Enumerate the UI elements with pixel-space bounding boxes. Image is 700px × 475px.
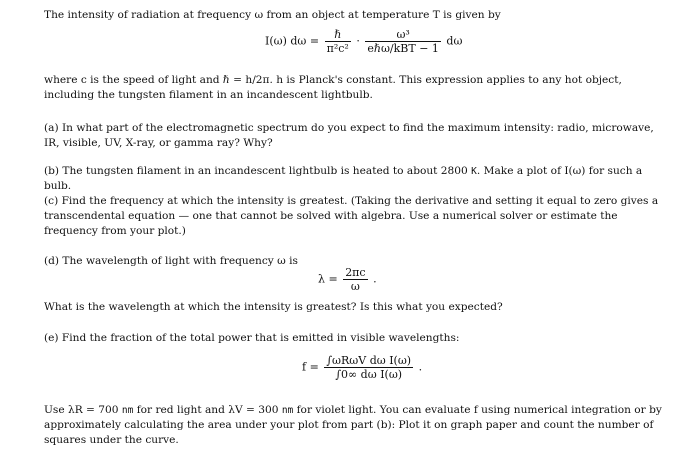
final-t1: Use λR = 700 bbox=[44, 404, 119, 416]
eq3-fraction bbox=[324, 354, 413, 381]
eq2-tail: . bbox=[373, 272, 377, 286]
eq3-tail: . bbox=[418, 360, 423, 374]
eq2-num: 2πc bbox=[345, 266, 366, 279]
eq1-f1-num: ℏ bbox=[325, 28, 351, 42]
explain-text: where c is the speed of light and ℏ = h/2π. h is Planck's constant. This expression applies to any hot object, including the tungsten filament in an incandescent lightbulb. bbox=[44, 74, 622, 101]
eq1-dot: · bbox=[356, 34, 360, 48]
eq1-f2-num: ω³ bbox=[365, 28, 441, 42]
eq2-den: ω bbox=[350, 280, 360, 293]
eq1-f2-den: eℏω/kBT − 1 bbox=[367, 42, 439, 55]
eq2-fraction bbox=[343, 266, 367, 293]
part-d-text: (d) The wavelength of light with frequency ω is bbox=[44, 255, 298, 267]
part-b-post: . Make a plot of I(ω) for such a bulb. bbox=[44, 165, 643, 192]
part-b-pre: (b) The tungsten filament in an incandescent lightbulb is heated to about 2800 bbox=[44, 165, 468, 177]
fraction-equation bbox=[302, 354, 422, 381]
eq3-num: ∫ωRωV dω I(ω) bbox=[326, 354, 412, 367]
part-a-text: (a) In what part of the electromagnetic spectrum do you expect to find the maximum intensity: radio, microwave, IR, visible, UV, X-ray, or gamma ray? Why? bbox=[44, 122, 654, 149]
final-u1: nm bbox=[121, 405, 134, 416]
planck-equation bbox=[265, 28, 462, 55]
eq3-den: ∫0∞ dω I(ω) bbox=[335, 368, 403, 381]
part-b-text bbox=[44, 164, 669, 194]
final-u2: nm bbox=[281, 405, 294, 416]
part-b-unit: K bbox=[471, 166, 477, 177]
wavelength-equation bbox=[318, 266, 377, 293]
part-c-text: (c) Find the frequency at which the intensity is greatest. (Taking the derivative and setting it equal to zero gives a transcendental equation — one that cannot be solved with algebra. Use a numerical solver or estimate the frequency from your plot.) bbox=[44, 195, 659, 237]
eq3-lhs: f = bbox=[302, 360, 319, 374]
part-d2-text: What is the wavelength at which the intensity is greatest? Is this what you expected? bbox=[44, 301, 503, 313]
eq1-f1-den: π²c² bbox=[326, 42, 349, 55]
final-text bbox=[44, 403, 669, 448]
eq1-tail: dω bbox=[446, 34, 463, 48]
eq1-fraction-2 bbox=[365, 28, 441, 55]
final-t2: for red light and λV = 300 bbox=[136, 404, 279, 416]
intro-text: The intensity of radiation at frequency ω from an object at temperature T is given by bbox=[44, 9, 501, 21]
eq1-lhs: I(ω) dω = bbox=[265, 34, 320, 48]
eq1-fraction-1 bbox=[325, 28, 351, 55]
final-t3: for violet light. You can evaluate f using numerical integration or by approximately calculating the area under your plot from part (b): Plot it on graph paper and count the number of squares under the curve. bbox=[44, 404, 662, 446]
eq2-lhs: λ = bbox=[318, 272, 338, 286]
part-e-text: (e) Find the fraction of the total power that is emitted in visible wavelengths: bbox=[44, 332, 460, 344]
